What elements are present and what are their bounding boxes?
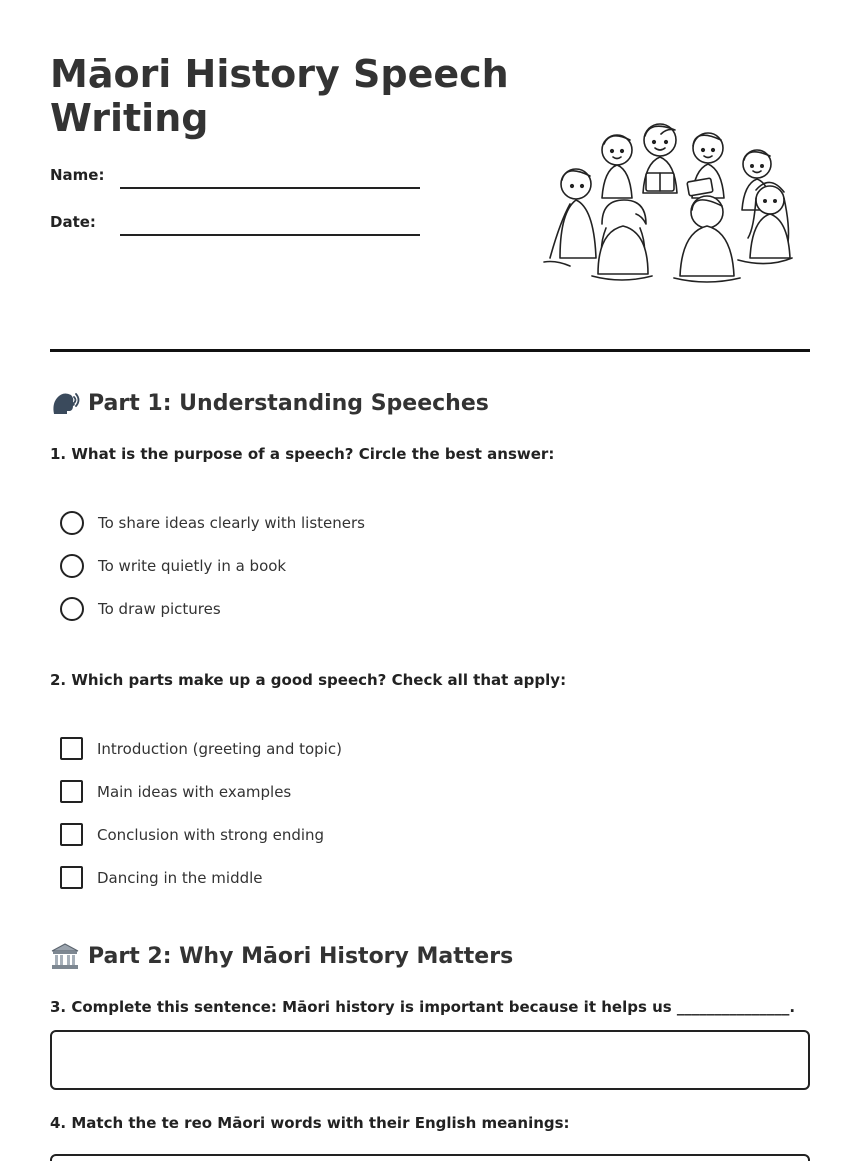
checkbox-icon[interactable] xyxy=(60,823,83,846)
q1-option-3-label: To draw pictures xyxy=(98,600,221,618)
q1-option-3[interactable] xyxy=(60,597,221,621)
q2-option-1-label: Introduction (greeting and topic) xyxy=(97,739,342,758)
q2-option-2[interactable] xyxy=(60,780,291,803)
q1-option-1[interactable] xyxy=(60,511,365,535)
q2-option-4-label: Dancing in the middle xyxy=(97,868,263,887)
q1-option-2[interactable] xyxy=(60,554,286,578)
radio-circle-icon[interactable] xyxy=(60,554,84,578)
q2-option-1[interactable] xyxy=(60,737,342,760)
question-2: 2. Which parts make up a good speech? Check all that apply: xyxy=(50,671,567,689)
q2-option-3-label: Conclusion with strong ending xyxy=(97,825,325,844)
date-field[interactable] xyxy=(120,234,420,236)
name-field[interactable] xyxy=(120,187,420,189)
radio-circle-icon[interactable] xyxy=(60,597,84,621)
checkbox-icon[interactable] xyxy=(60,866,83,889)
q1-option-1-label: To share ideas clearly with listeners xyxy=(98,514,365,532)
checkbox-icon[interactable] xyxy=(60,737,83,760)
question-3: 3. Complete this sentence: Māori history is important because it helps us _______________. xyxy=(50,998,796,1016)
part2-heading xyxy=(50,941,513,971)
question-4: 4. Match the te reo Māori words with their English meanings: xyxy=(50,1114,570,1132)
checkbox-icon[interactable] xyxy=(60,780,83,803)
children-reading-circle-illustration xyxy=(540,118,795,283)
classical-building-icon xyxy=(50,941,80,971)
speaking-head-icon xyxy=(50,388,80,418)
date-label: Date: xyxy=(50,213,96,231)
q4-matching-box[interactable] xyxy=(50,1154,810,1161)
q2-option-3[interactable] xyxy=(60,823,324,846)
section-divider xyxy=(50,349,810,352)
part1-heading xyxy=(50,388,489,418)
question-1: 1. What is the purpose of a speech? Circle the best answer: xyxy=(50,445,555,463)
name-label: Name: xyxy=(50,166,105,184)
page-title: Māori History Speech Writing xyxy=(50,52,509,140)
q1-option-2-label: To write quietly in a book xyxy=(98,557,287,575)
q2-option-4[interactable] xyxy=(60,866,263,889)
part2-title: Part 2: Why Māori History Matters xyxy=(88,943,514,969)
q3-answer-box[interactable] xyxy=(50,1030,810,1090)
radio-circle-icon[interactable] xyxy=(60,511,84,535)
part1-title: Part 1: Understanding Speeches xyxy=(88,390,489,416)
q2-option-2-label: Main ideas with examples xyxy=(97,782,292,801)
